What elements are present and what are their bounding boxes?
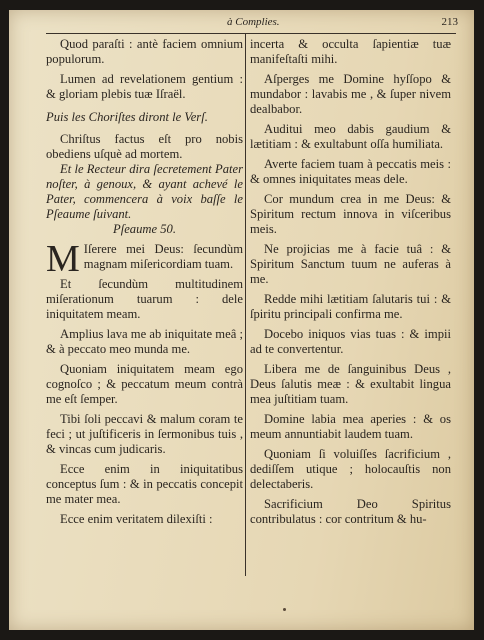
verse: Et ſecundùm multitudinem miſerationum tuarum : dele iniquitatem meam. [46, 277, 243, 321]
rubric: Et le Recteur dira ſecretement Pater noſter, à genoux, & ayant achevé le Pater, commencera à voix baſſe le Pſeaume ſuivant. [46, 162, 243, 221]
verse: Auditui meo dabis gaudium & lætitiam : & exultabunt oſſa humiliata. [250, 122, 451, 151]
verse: Cor mundum crea in me Deus: & Spiritum rectum innova in viſceribus meis. [250, 192, 451, 236]
verse: Lumen ad revelationem gentium : & gloriam plebis tuæ Iſraël. [46, 72, 243, 101]
verse: Ecce enim veritatem dilexiſti : [60, 512, 213, 526]
verse-text: Iſerere mei Deus: ſecundùm magnam miſericordiam tuam. [83, 242, 243, 271]
verse: Tibi ſoli peccavi & malum coram te feci ; ut juſtificeris in ſermonibus tuis , & vincas cum judicaris. [46, 412, 243, 456]
verse: Quoniam iniquitatem meam ego cognoſco ; & peccatum meum contrà me eſt ſemper. [46, 362, 243, 406]
verse: incerta & occulta ſapientiæ tuæ manifeſtaſti mihi. [250, 37, 451, 66]
right-column [250, 37, 451, 527]
verse: Libera me de ſanguinibus Deus , Deus ſalutis meæ : & exultabit lingua mea juſtitiam tuam. [250, 362, 451, 406]
header-rule [46, 33, 456, 34]
running-header [9, 16, 474, 32]
verse: Sacrificium Deo Spiritus contribulatus : cor contritum & hu- [250, 497, 451, 526]
page-number: 213 [441, 16, 458, 28]
verse: Amplius lava me ab iniquitate meâ ; & à peccato meo munda me. [46, 327, 243, 356]
verse: Averte faciem tuam à peccatis meis : & omnes iniquitates meas dele. [250, 157, 451, 186]
verse: Quod paraſti : antè faciem omnium populorum. [46, 37, 243, 66]
verse: Aſperges me Domine hyſſopo & mundabor : lavabis me , & ſuper nivem dealbabor. [250, 72, 451, 116]
verse: Docebo iniquos vias tuas : & impii ad te convertentur. [250, 327, 451, 356]
left-column [46, 37, 243, 527]
verse: Redde mihi lætitiam ſalutaris tui : & ſpiritu principali confirma me. [250, 292, 451, 321]
rubric: Puis les Choriſtes diront le Verſ. [46, 110, 208, 124]
verse [46, 238, 243, 280]
column-divider [245, 34, 246, 576]
verse: Domine labia mea aperies : & os meum annuntiabit laudem tuam. [250, 412, 451, 441]
page-mark [283, 608, 286, 611]
running-title: à Complies. [227, 16, 280, 28]
verse: Chriſtus factus eſt pro nobis obediens uſquè ad mortem. [46, 132, 243, 161]
verse: Quoniam ſi voluiſſes ſacrificium , dediſſem utique ; holocauſtis non delectaberis. [250, 447, 451, 491]
verse: Ecce enim in iniquitatibus conceptus ſum : & in peccatis concepit me mater mea. [46, 462, 243, 506]
drop-capital: M [46, 238, 80, 280]
verse: Ne projicias me à facie tuâ : & Spiritum Sanctum tuum ne auferas à me. [250, 242, 451, 286]
book-page [9, 10, 474, 630]
psalm-heading: Pſeaume 50. [113, 222, 176, 236]
